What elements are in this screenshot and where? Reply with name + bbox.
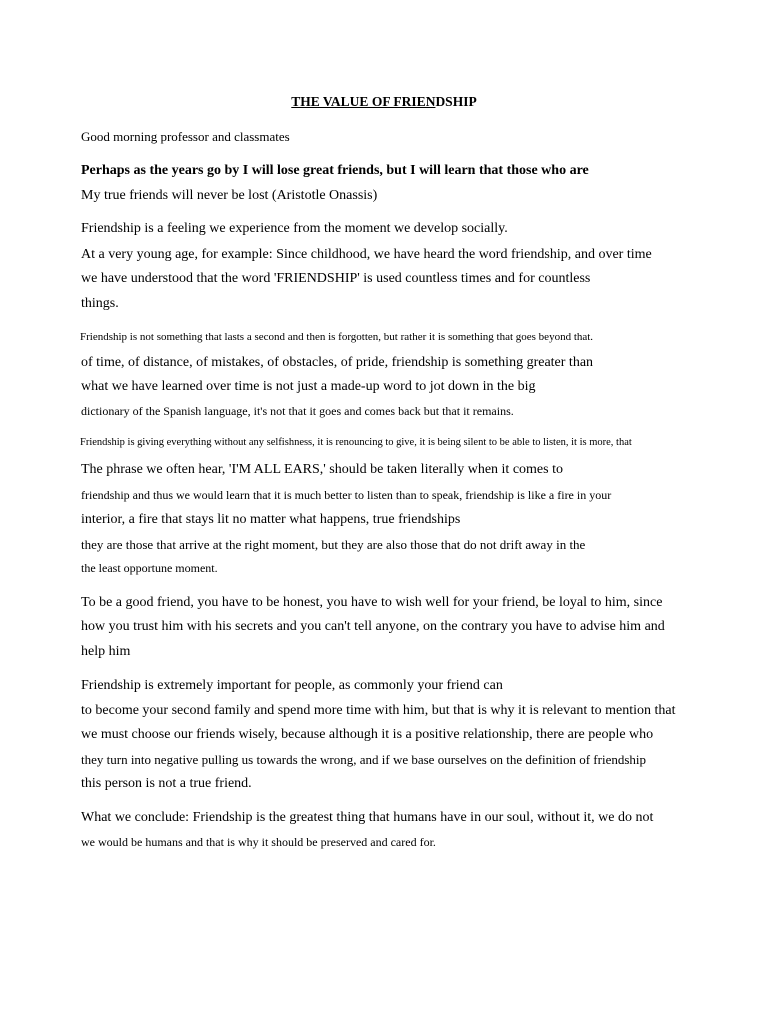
paragraph-2-line: dictionary of the Spanish language, it's not that it goes and comes back but that it remains. [81,404,514,418]
paragraph-6-line: we would be humans and that is why it should be preserved and cared for. [81,835,436,849]
document-title [0,95,768,109]
paragraph-5-line: they turn into negative pulling us towards the wrong, and if we base ourselves on the definition of friendship [81,752,647,767]
quote-line-2: My true friends will never be lost (Aristotle Onassis) [81,188,378,203]
title-underlined-part: THE VALUE OF FRIEN [291,94,436,109]
paragraph-3-line: the least opportune moment. [81,561,218,575]
paragraph-4-line: help him [81,644,131,659]
paragraph-3-line: friendship and thus we would learn that it is much better to listen than to speak, friendship is like a fire in your [81,488,612,502]
paragraph-3-line: Friendship is giving everything without any selfishness, it is renouncing to give, it is being silent to be able to listen, it is more, that [80,437,632,448]
title-rest-part: DSHIP [435,94,477,109]
quote-line-1: Perhaps as the years go by I will lose great friends, but I will learn that those who are [81,163,589,178]
paragraph-2-line: Friendship is not something that lasts a second and then is forgotten, but rather it is something that goes beyond that. [80,331,594,343]
paragraph-3-line: they are those that arrive at the right moment, but they are also those that do not drift away in the [81,537,586,552]
paragraph-4-line: To be a good friend, you have to be honest, you have to wish well for your friend, be loyal to him, since [81,595,663,610]
paragraph-5-line: to become your second family and spend more time with him, but that is why it is relevant to mention that [81,703,676,718]
paragraph-3-line: The phrase we often hear, 'I'M ALL EARS,' should be taken literally when it comes to [81,462,563,477]
paragraph-1-line: At a very young age, for example: Since childhood, we have heard the word friendship, and over time [81,247,652,262]
paragraph-5-line: Friendship is extremely important for people, as commonly your friend can [81,678,503,693]
paragraph-5-line: we must choose our friends wisely, because although it is a positive relationship, there are people who [81,727,654,742]
paragraph-1-line: Friendship is a feeling we experience from the moment we develop socially. [81,221,508,236]
paragraph-1-line: things. [81,296,119,311]
greeting: Good morning professor and classmates [81,129,290,144]
paragraph-6-line: What we conclude: Friendship is the greatest thing that humans have in our soul, without it, we do not [81,810,654,825]
paragraph-2-line: of time, of distance, of mistakes, of obstacles, of pride, friendship is something greater than [81,355,594,370]
paragraph-1-line: we have understood that the word 'FRIENDSHIP' is used countless times and for countless [81,271,591,286]
paragraph-5-line: this person is not a true friend. [81,776,252,791]
paragraph-4-line: how you trust him with his secrets and you can't tell anyone, on the contrary you have to advise him and [81,619,665,634]
paragraph-3-line: interior, a fire that stays lit no matter what happens, true friendships [81,512,461,527]
paragraph-2-line: what we have learned over time is not just a made-up word to jot down in the big [81,379,536,394]
